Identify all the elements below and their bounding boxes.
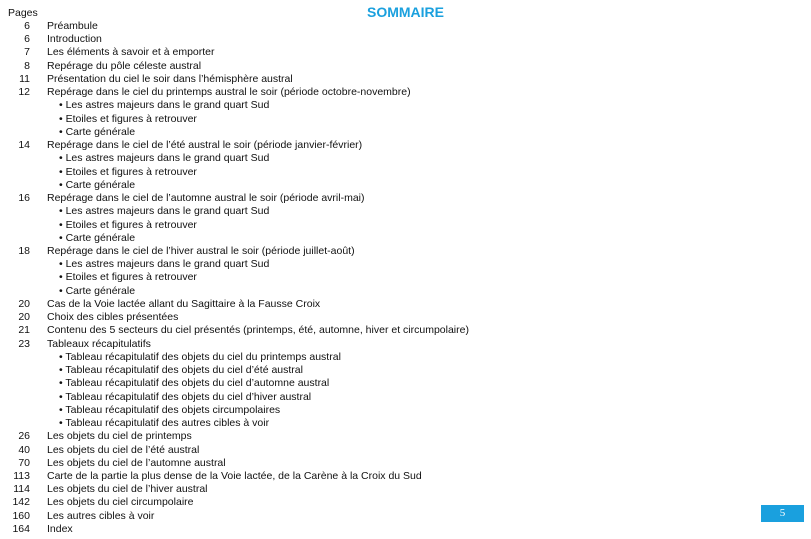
pages-column-label: Pages <box>8 7 38 19</box>
toc-item <box>0 430 760 443</box>
toc-item <box>0 483 760 496</box>
toc-entry-text: Contenu des 5 secteurs du ciel présentés (printemps, été, automne, hiver et circumpolaire) <box>47 324 469 337</box>
toc-entry-text: Présentation du ciel le soir dans l’hémisphère austral <box>47 72 293 85</box>
toc-entry-text: • Carte générale <box>59 284 136 297</box>
toc-page-number: 23 <box>18 337 30 350</box>
toc-page-number: 26 <box>18 430 30 443</box>
toc-entry-text: • Les astres majeurs dans le grand quart Sud <box>59 99 270 112</box>
toc-entry-text: • Les astres majeurs dans le grand quart Sud <box>59 258 270 271</box>
toc-entry-text: Choix des cibles présentées <box>47 311 179 324</box>
toc-entry-text: • Les astres majeurs dans le grand quart Sud <box>59 152 270 165</box>
toc-entry-text: Cas de la Voie lactée allant du Sagittaire à la Fausse Croix <box>47 297 321 310</box>
toc-subitem <box>0 232 760 245</box>
toc-entry-text: Repérage dans le ciel de l’hiver austral le soir (période juillet-août) <box>47 244 355 257</box>
toc-entry-text: • Tableau récapitulatif des objets du ciel d’hiver austral <box>59 390 312 403</box>
toc-item <box>0 20 760 33</box>
toc-subitem <box>0 258 760 271</box>
page-number-badge: 5 <box>761 505 804 522</box>
toc-page-number: 11 <box>19 72 30 85</box>
toc-item <box>0 86 760 99</box>
toc-page-number: 7 <box>24 46 30 59</box>
toc-subitem <box>0 271 760 284</box>
toc-page-number: 164 <box>12 522 30 535</box>
toc-item <box>0 311 760 324</box>
toc-page-number: 16 <box>18 192 30 205</box>
toc-page-number: 6 <box>24 20 30 32</box>
toc-entry-text: • Etoiles et figures à retrouver <box>59 218 197 231</box>
toc-item <box>0 523 760 536</box>
toc-subitem <box>0 391 760 404</box>
toc-item <box>0 73 760 86</box>
toc-entry-text: • Carte générale <box>59 178 136 191</box>
toc-entry-text: Introduction <box>47 33 102 46</box>
toc-page-number: 6 <box>24 33 30 46</box>
toc-subitem <box>0 404 760 417</box>
toc-item <box>0 457 760 470</box>
toc-subitem <box>0 417 760 430</box>
toc-subitem <box>0 152 760 165</box>
toc-entry-text: Index <box>47 522 73 535</box>
toc-entry-text: • Carte générale <box>59 125 136 138</box>
toc-item <box>0 338 760 351</box>
toc-page-number: 21 <box>18 324 30 337</box>
toc-entry-text: • Tableau récapitulatif des objets du ciel d’été austral <box>59 364 303 377</box>
toc-subitem <box>0 377 760 390</box>
toc-page-number: 14 <box>18 139 30 152</box>
toc-page-number: 20 <box>18 311 30 324</box>
toc-subitem <box>0 285 760 298</box>
toc-subitem <box>0 205 760 218</box>
table-of-contents <box>0 20 760 536</box>
toc-entry-text: Repérage dans le ciel de l’automne austral le soir (période avril-mai) <box>47 192 365 205</box>
toc-item <box>0 139 760 152</box>
toc-entry-text: Repérage dans le ciel de l’été austral le soir (période janvier-février) <box>47 139 363 152</box>
toc-entry-text: Repérage dans le ciel du printemps austral le soir (période octobre-novembre) <box>47 86 411 99</box>
toc-entry-text: Les objets du ciel de l’été austral <box>47 443 200 456</box>
toc-entry-text: Repérage du pôle céleste austral <box>47 59 202 72</box>
toc-page-number: 113 <box>13 469 30 482</box>
toc-item <box>0 245 760 258</box>
toc-page-number: 40 <box>18 443 30 456</box>
toc-item <box>0 470 760 483</box>
toc-entry-text: Les objets du ciel de printemps <box>47 430 192 443</box>
toc-page-number: 8 <box>24 59 30 72</box>
toc-page-number: 160 <box>12 509 30 522</box>
toc-item <box>0 444 760 457</box>
toc-entry-text: Les objets du ciel circumpolaire <box>47 496 194 509</box>
toc-subitem <box>0 364 760 377</box>
toc-subitem <box>0 179 760 192</box>
toc-page-number: 20 <box>18 297 30 310</box>
toc-page-number: 70 <box>18 456 30 469</box>
toc-item <box>0 510 760 523</box>
toc-entry-text: • Tableau récapitulatif des autres cibles à voir <box>59 417 270 430</box>
toc-page-number: 114 <box>13 483 30 496</box>
toc-subitem <box>0 126 760 139</box>
toc-entry-text: • Etoiles et figures à retrouver <box>59 271 197 284</box>
toc-item <box>0 33 760 46</box>
toc-page-number: 142 <box>12 496 30 509</box>
toc-entry-text: Préambule <box>47 20 98 32</box>
toc-entry-text: • Tableau récapitulatif des objets du ciel du printemps austral <box>59 350 341 363</box>
toc-entry-text: Les objets du ciel de l’automne austral <box>47 456 226 469</box>
toc-entry-text: • Les astres majeurs dans le grand quart Sud <box>59 205 270 218</box>
page-title: SOMMAIRE <box>367 4 444 20</box>
toc-subitem <box>0 113 760 126</box>
toc-entry-text: • Etoiles et figures à retrouver <box>59 112 197 125</box>
toc-entry-text: • Etoiles et figures à retrouver <box>59 165 197 178</box>
toc-entry-text: Tableaux récapitulatifs <box>47 337 151 350</box>
toc-item <box>0 298 760 311</box>
toc-subitem <box>0 166 760 179</box>
toc-page-number: 18 <box>18 244 30 257</box>
toc-subitem <box>0 219 760 232</box>
toc-item <box>0 46 760 59</box>
toc-entry-text: Les objets du ciel de l’hiver austral <box>47 483 208 496</box>
toc-item <box>0 192 760 205</box>
toc-page-number: 12 <box>18 86 30 99</box>
toc-entry-text: • Carte générale <box>59 231 136 244</box>
toc-item <box>0 324 760 337</box>
toc-subitem <box>0 99 760 112</box>
toc-entry-text: • Tableau récapitulatif des objets du ciel d’automne austral <box>59 377 330 390</box>
toc-subitem <box>0 351 760 364</box>
toc-item <box>0 60 760 73</box>
toc-entry-text: Carte de la partie la plus dense de la Voie lactée, de la Carène à la Croix du Sud <box>47 469 422 482</box>
toc-item <box>0 496 760 509</box>
toc-entry-text: • Tableau récapitulatif des objets circumpolaires <box>59 403 281 416</box>
toc-entry-text: Les éléments à savoir et à emporter <box>47 46 215 59</box>
toc-entry-text: Les autres cibles à voir <box>47 509 155 522</box>
